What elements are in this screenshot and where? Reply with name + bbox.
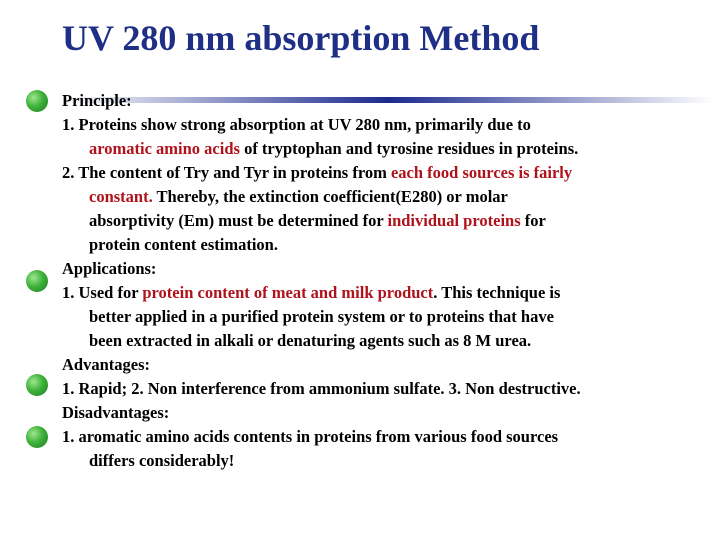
principle-point-2-line-4 — [62, 233, 712, 257]
text-run: for — [520, 211, 546, 230]
highlight-aromatic-amino-acids: aromatic amino acids — [89, 139, 240, 158]
bullet-icon-advantages — [26, 374, 48, 396]
principle-point-1-line-1 — [62, 113, 712, 137]
text-run: of tryptophan and tyrosine residues in proteins. — [239, 139, 579, 158]
slide-title: UV 280 nm absorption Method — [62, 18, 540, 58]
principle-point-2-line-1 — [62, 161, 712, 185]
text-run: protein content estimation. — [89, 235, 278, 254]
text-run: 2. The content of Try and Tyr in proteins from — [62, 163, 391, 182]
bullet-icon-principle — [26, 90, 48, 112]
disadvantages-line-1: 1. aromatic amino acids contents in proteins from various food sources — [62, 427, 559, 446]
advantages-line-1: 1. Rapid; 2. Non interference from ammonium sulfate. 3. Non destructive. — [62, 379, 581, 398]
slide-content — [62, 89, 712, 473]
text-run: 1. Proteins show strong absorption at UV 280 nm, primarily due to — [62, 115, 531, 134]
text-run: Thereby, the extinction coefficient(E280) or molar — [152, 187, 508, 206]
principle-point-1-line-2 — [62, 137, 712, 161]
principle-heading: Principle: — [62, 91, 132, 110]
highlight-each-food-sources: each food sources is fairly — [390, 163, 573, 182]
applications-line-2 — [62, 305, 712, 329]
applications-line-1 — [62, 281, 712, 305]
text-run: better applied in a purified protein system or to proteins that have — [89, 307, 554, 326]
highlight-protein-content: protein content of meat and milk product — [142, 283, 434, 302]
text-run: been extracted in alkali or denaturing agents such as 8 M urea. — [89, 331, 532, 350]
disadvantages-line-2: differs considerably! — [89, 451, 235, 470]
principle-point-2-line-2 — [62, 185, 712, 209]
disadvantages-heading: Disadvantages: — [62, 403, 170, 422]
text-run: absorptivity (Em) must be determined for — [89, 211, 388, 230]
principle-point-2-line-3 — [62, 209, 712, 233]
highlight-individual-proteins: individual proteins — [387, 211, 521, 230]
text-run: . This technique is — [433, 283, 561, 302]
applications-heading: Applications: — [62, 259, 157, 278]
highlight-constant: constant. — [89, 187, 153, 206]
text-run: 1. Used for — [62, 283, 143, 302]
bullet-icon-applications — [26, 270, 48, 292]
applications-line-3 — [62, 329, 712, 353]
bullet-icon-disadvantages — [26, 426, 48, 448]
advantages-heading: Advantages: — [62, 355, 151, 374]
